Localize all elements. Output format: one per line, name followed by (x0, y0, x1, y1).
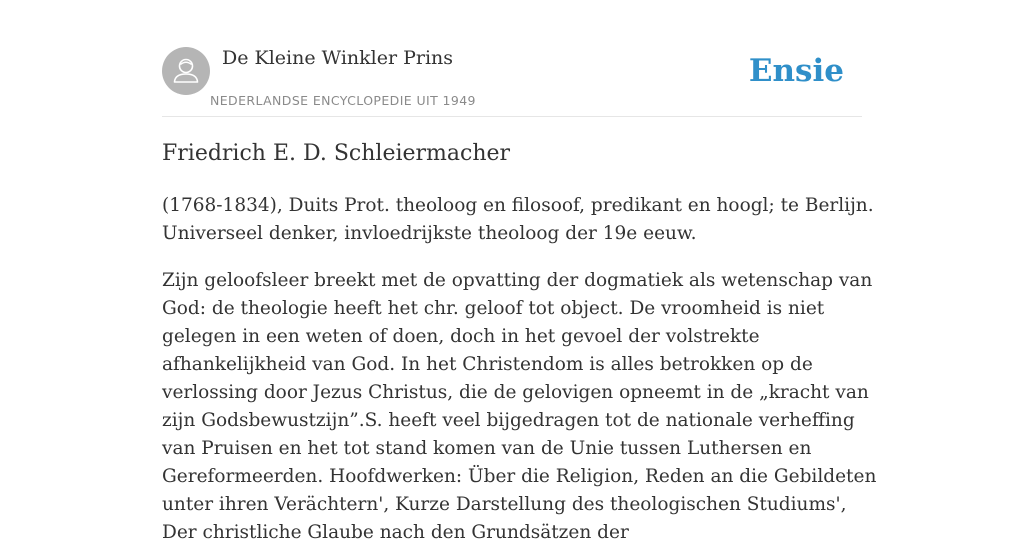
article-paragraph: Zijn geloofsleer breekt met de opvatting der dogmatiek als wetenschap van God: de theologie heeft het chr. geloof tot object. De vroomheid is niet gelegen in een weten of doen, doch in het gevoel der volstrekte afhankelijkheid van God. In het Christendom is alles betrokken op de verlossing door Jezus Christus, die de gelovigen opneemt in de „kracht van zijn Godsbewustzijn”.S. heeft veel bijgedragen tot de nationale verheffing van Pruisen en het tot stand komen van de Unie tussen Luthersen en Gereformeerden. Hoofdwerken: Über die Religion, Reden an die Gebildeten unter ihren Verächtern', Kurze Darstellung des theologischen Studiums', Der christliche Glaube nach den Grundsätzen der (162, 270, 877, 543)
source-header (162, 46, 862, 117)
ensie-logo-link[interactable]: Ensie (748, 53, 844, 89)
article-paragraph: (1768-1834), Duits Prot. theoloog en filosoof, predikant en hoogl; te Berlijn. Universeel denker, invloedrijkste theoloog der 19e eeuw. (162, 195, 874, 244)
article-title: Friedrich E. D. Schleiermacher (162, 141, 511, 166)
source-name[interactable]: De Kleine Winkler Prins (222, 47, 454, 69)
source-subtitle: NEDERLANDSE ENCYCLOPEDIE UIT 1949 (210, 93, 476, 108)
user-avatar-icon[interactable] (162, 47, 210, 95)
person-outline-icon (162, 47, 210, 95)
